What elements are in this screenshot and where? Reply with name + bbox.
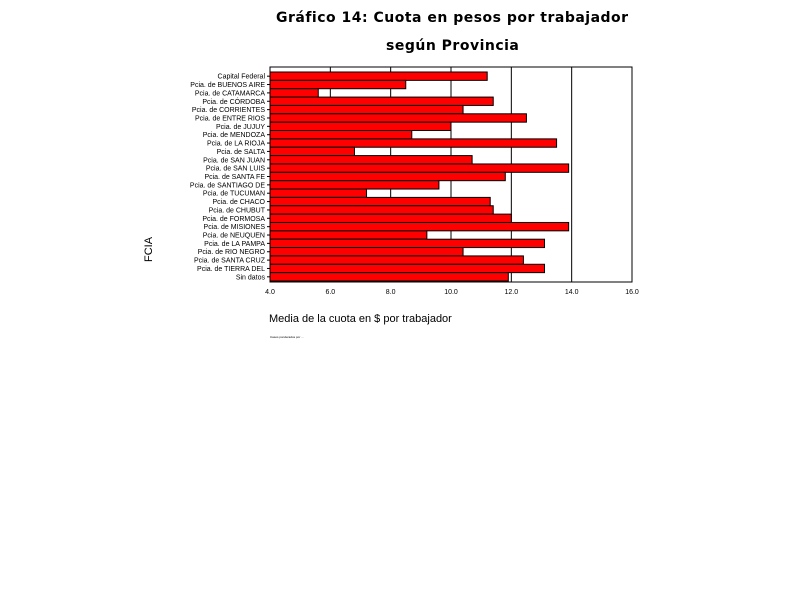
chart-subtitle: según Provincia xyxy=(386,38,520,54)
x-tick-label: 10.0 xyxy=(444,289,458,296)
x-tick-label: 8.0 xyxy=(385,289,396,296)
bar xyxy=(270,273,508,281)
bar xyxy=(270,256,523,264)
bar xyxy=(270,72,487,80)
x-tick-label: 14.0 xyxy=(564,289,579,296)
bar xyxy=(270,131,412,139)
y-tick-label: Pcia. de MISIONES xyxy=(203,224,265,232)
y-axis-label: FCIA xyxy=(143,236,155,262)
bar xyxy=(270,80,406,88)
bar xyxy=(270,222,569,230)
bar xyxy=(270,89,318,97)
y-tick-label: Pcia. de SANTA CRUZ xyxy=(193,257,265,265)
y-tick-label: Capital Federal xyxy=(217,73,265,81)
x-tick-label: 16.0 xyxy=(625,289,639,296)
y-tick-label: Pcia. de CATAMARCA xyxy=(194,90,265,98)
bar xyxy=(270,164,569,172)
bar xyxy=(270,197,490,205)
bar xyxy=(270,239,545,247)
y-tick-label: Pcia. de MENDOZA xyxy=(202,132,265,140)
bar xyxy=(270,97,493,105)
y-tick-label: Pcia. de LA RIOJA xyxy=(207,140,265,148)
bar xyxy=(270,105,463,113)
bar xyxy=(270,214,511,222)
y-tick-label: Pcia. de ENTRE RIOS xyxy=(194,115,265,123)
bar xyxy=(270,139,557,147)
x-axis-label: Media de la cuota en $ por trabajador xyxy=(269,313,452,325)
x-tick-label: 6.0 xyxy=(325,289,336,296)
y-tick-label: Pcia. de TIERRA DEL xyxy=(197,265,265,273)
x-tick-label: 12.0 xyxy=(504,289,519,296)
bar xyxy=(270,114,526,122)
bar xyxy=(270,189,367,197)
y-tick-label: Pcia. de JUJUY xyxy=(215,123,265,131)
y-tick-label: Pcia. de NEUQUEN xyxy=(202,232,265,240)
bar xyxy=(270,231,427,239)
bar xyxy=(270,156,472,164)
y-tick-label: Pcia. de CORRIENTES xyxy=(191,107,265,115)
y-tick-label: Pcia. de CÓRDOBA xyxy=(202,98,265,106)
y-tick-label: Pcia. de CHUBUT xyxy=(208,207,265,215)
bar xyxy=(270,181,439,189)
bar xyxy=(270,122,451,130)
bar xyxy=(270,264,545,272)
y-tick-label: Pcia. de SALTA xyxy=(216,148,265,156)
y-tick-label: Pcia. de BUENOS AIRE xyxy=(190,82,265,90)
bar xyxy=(270,206,493,214)
footnote: Casos ponderados por ... xyxy=(270,335,304,339)
y-tick-label: Sin datos xyxy=(235,274,265,282)
y-tick-label: Pcia. de SANTIAGO DE xyxy=(189,182,265,190)
y-tick-label: Pcia. de TUCUMAN xyxy=(202,190,265,198)
y-tick-label: Pcia. de RIO NEGRO xyxy=(197,249,265,257)
bar xyxy=(270,248,463,256)
y-tick-label: Pcia. de FORMOSA xyxy=(202,215,265,223)
y-tick-label: Pcia. de CHACO xyxy=(212,199,265,207)
y-tick-label: Pcia. de SAN JUAN xyxy=(203,157,265,165)
x-tick-label: 4.0 xyxy=(265,289,275,296)
bar xyxy=(270,147,354,155)
y-tick-label: Pcia. de SANTA FE xyxy=(204,174,265,181)
chart-title: Gráfico 14: Cuota en pesos por trabajador xyxy=(276,10,629,26)
bar xyxy=(270,172,505,180)
y-tick-label: Pcia. de SAN LUIS xyxy=(205,165,265,173)
y-tick-label: Pcia. de LA PAMPA xyxy=(204,240,265,248)
